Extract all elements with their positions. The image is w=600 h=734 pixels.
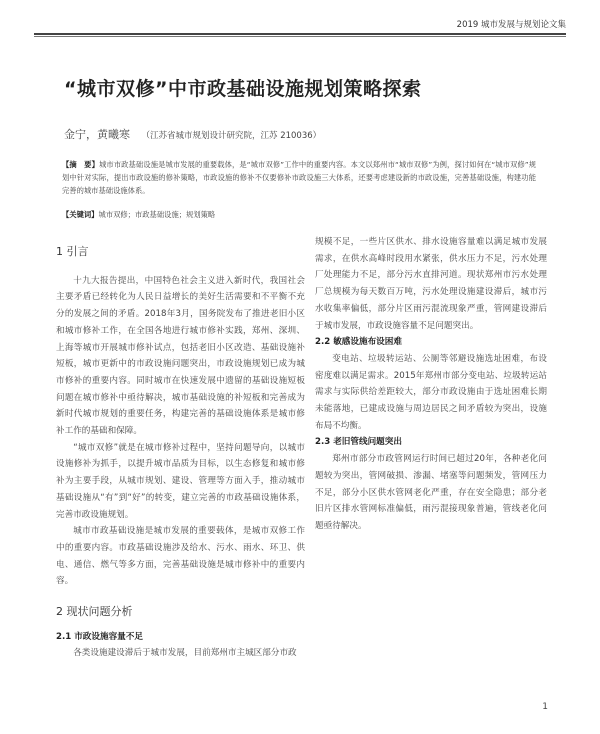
subsection-heading: 2.3 老旧管线问题突出 [315,437,402,448]
header-rule-thin [34,36,566,37]
paper-title: “城市双修”中市政基础设施规划策略探索 [64,78,422,100]
keywords-label: 【关键词】 [62,210,99,219]
keywords [62,210,536,220]
right-column [315,234,547,535]
journal-header: 2019 城市发展与规划论文集 [456,20,566,30]
author-names: 金宁，黄曦寒 [64,128,130,141]
body-paragraph: 规模不足，一些片区供水、排水设施容量难以满足城市发展需求，在供水高峰时段用水紧张，供水压力不足，污水处理厂处理能力不足，部分污水直排河道。现状郑州市污水处理厂总规模为每天数百万吨，污水处理设施建设滞后，城市污水收集率偏低，部分片区雨污混流现象严重，管网建设滞后于城市发展，市政设施容量不足问题突出。 [315,237,547,331]
page-number: 1 [542,702,548,712]
body-paragraph: 十九大报告提出，中国特色社会主义进入新时代，我国社会主要矛盾已经转化为人民日益增长的美好生活需要和不平衡不充分的发展之间的矛盾。2018年3月，国务院发布了推进老旧小区和城市修补工作，在全国各地进行城市修补实践，郑州、深圳、上海等城市开展城市修补试点，包括老旧小区改造、基础设施补短板，城市更新中的市政设施问题突出，市政设施规划已成为城市修补的重要内容。同时城市在快速发展中遗留的基础设施短板问题在城市修补中亟待解决，城市基础设施的补短板和完善成为新时代城市规划的重要任务，构建完善的基础设施体系是城市修补工作的基础和保障。 [56,275,305,437]
author-affiliation: （江苏省城市规划设计研究院，江苏 210036） [141,131,322,141]
author-line [64,126,321,142]
subsection-heading: 2.2 敏感设施布设困难 [315,337,402,348]
abstract-text: 城市市政基础设施是城市发展的重要载体，是“城市双修”工作中的重要内容。本文以郑州市“城市双修”为例，探讨如何在“城市双修”规划中针对实际，提出市政设施的修补策略，市政设施的修补不仅要修补市政设施三大体系，还要考虑建设新的市政设施，完善基础设施，构建功能完善的城市基础设施体系。 [62,160,537,195]
body-paragraph: “城市双修”就是在城市修补过程中，坚持问题导向，以城市设施修补为抓手，以提升城市品质为目标，以生态修复和城市修补为主要手段，从城市规划、建设、管理等方面入手，推动城市基础设施从“有”到“好”的转变，建立完善的市政基础设施体系，完善市政设施规划。 [56,442,305,520]
abstract [62,158,536,197]
body-paragraph: 变电站、垃圾转运站、公厕等邻避设施选址困难，布设密度难以满足需求。2015年郑州市部分变电站、垃圾转运站需求与实际供给差距较大，部分市政设施由于选址困难长期未能落地，已建成设施与周边居民之间矛盾较为突出，设施布局不均衡。 [315,353,547,431]
body-paragraph: 郑州市部分市政管网运行时间已超过20年，各种老化问题较为突出，管网破损、渗漏、堵塞等问题频发，管网压力不足，部分小区供水管网老化严重，存在安全隐患；部分老旧片区排水管网标准偏低，雨污混接现象普遍，管线老化问题亟待解决。 [315,454,547,531]
body-paragraph: 城市市政基础设施是城市发展的重要载体，是城市双修工作中的重要内容。市政基础设施涉及给水、污水、雨水、环卫、供电、通信、燃气等多方面，完善基础设施是城市修补中的重要内容。 [56,526,305,587]
keywords-text: 城市双修；市政基础设施；规划策略 [98,210,216,219]
body-paragraph: 各类设施建设滞后于城市发展，目前郑州市主城区部分市政 [73,648,297,659]
abstract-label: 【摘 要】 [62,160,99,169]
header-rule [34,33,566,35]
subsection-heading: 2.1 市政设施容量不足 [56,631,143,642]
section-heading-intro: 1 引言 [56,245,89,258]
left-column [56,244,305,662]
section-heading-problems: 2 现状问题分析 [56,605,133,619]
